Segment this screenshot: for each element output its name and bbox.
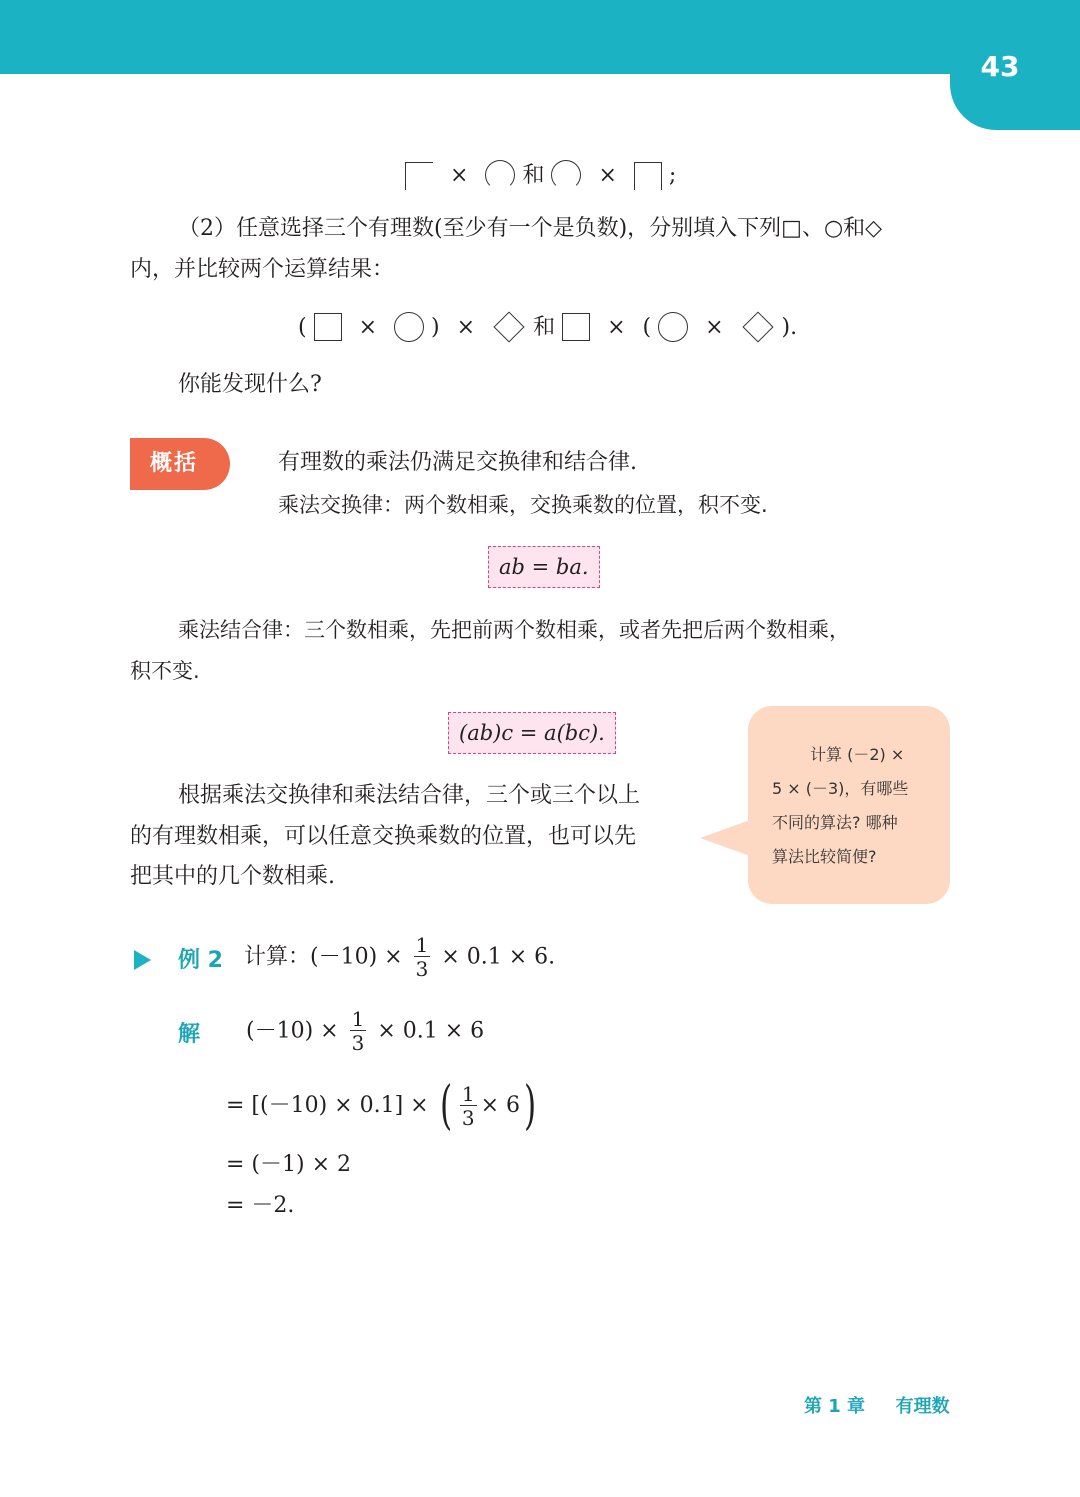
commutative-law: 乘法交换律：两个数相乘，交换乘数的位置，积不变.	[278, 493, 768, 517]
and-text: 和	[522, 163, 545, 188]
q2-formula: ( × ) × 和 × ( × ).	[298, 312, 797, 343]
fraction: $\frac{1}{3}$	[415, 933, 429, 981]
q2-question: 你能发现什么?	[178, 372, 322, 397]
associative-law-line1: 乘法结合律：三个数相乘，先把前两个数相乘，或者先把后两个数相乘，	[178, 618, 850, 642]
open-circle-shape	[551, 160, 581, 190]
q2-line1: （2）任意选择三个有理数(至少有一个是负数)，分别填入下列□、○和◇	[178, 216, 883, 241]
top-formula-line: × 和 × ;	[405, 160, 676, 191]
footer-title: 有理数	[895, 1396, 950, 1417]
solution-line1: (－10) × $\frac{1}{3}$ × 0.1 × 6	[246, 1007, 485, 1055]
fraction: $\frac{1}{3}$	[461, 1081, 475, 1130]
commutative-formula: ab = ba.	[488, 546, 600, 588]
solution-line4: = －2.	[226, 1193, 295, 1218]
bubble-tail	[700, 820, 750, 856]
square-shape	[314, 313, 342, 341]
bubble-line1: 计算 (－2) ×	[810, 745, 905, 764]
paragraph-line1: 根据乘法交换律和乘法结合律，三个或三个以上	[178, 783, 641, 808]
associative-formula: (ab)c = a(bc).	[448, 712, 616, 754]
diamond-shape	[494, 311, 525, 342]
example-arrow-icon	[134, 950, 151, 970]
square-shape	[562, 313, 590, 341]
bubble-line3: 不同的算法? 哪种	[772, 813, 898, 832]
open-square-shape	[634, 162, 662, 190]
diamond-shape	[742, 311, 773, 342]
footer-chapter: 第 1 章	[804, 1396, 866, 1417]
associative-law-line2: 积不变.	[130, 659, 200, 683]
solution-label: 解	[178, 1022, 201, 1047]
summary-line1: 有理数的乘法仍满足交换律和结合律.	[278, 450, 637, 475]
footer	[804, 1392, 950, 1418]
summary-badge: 概括	[130, 438, 230, 490]
solution-line2: = [(－10) × 0.1] × ( $\frac{1}{3}$ × 6)	[226, 1076, 537, 1136]
solution-line3: = (－1) × 2	[226, 1152, 352, 1177]
open-circle-shape	[485, 160, 515, 190]
fraction: $\frac{1}{3}$	[351, 1007, 365, 1055]
example-prompt: 计算：(－10) × $\frac{1}{3}$ × 0.1 × 6.	[244, 933, 556, 981]
paragraph-line3: 把其中的几个数相乘.	[130, 864, 335, 889]
bubble-line2: 5 × (－3)，有哪些	[772, 779, 909, 798]
q2-line2: 内，并比较两个运算结果：	[130, 257, 395, 282]
paragraph-line2: 的有理数相乘，可以任意交换乘数的位置，也可以先	[130, 824, 637, 849]
page-number: 43	[980, 50, 1020, 83]
circle-shape	[394, 312, 424, 342]
hint-bubble-text	[772, 738, 942, 874]
header-band	[0, 0, 1080, 74]
example-label: 例 2	[178, 948, 223, 973]
circle-shape	[658, 312, 688, 342]
bubble-line4: 算法比较简便?	[772, 847, 877, 866]
open-square-shape	[405, 162, 433, 190]
